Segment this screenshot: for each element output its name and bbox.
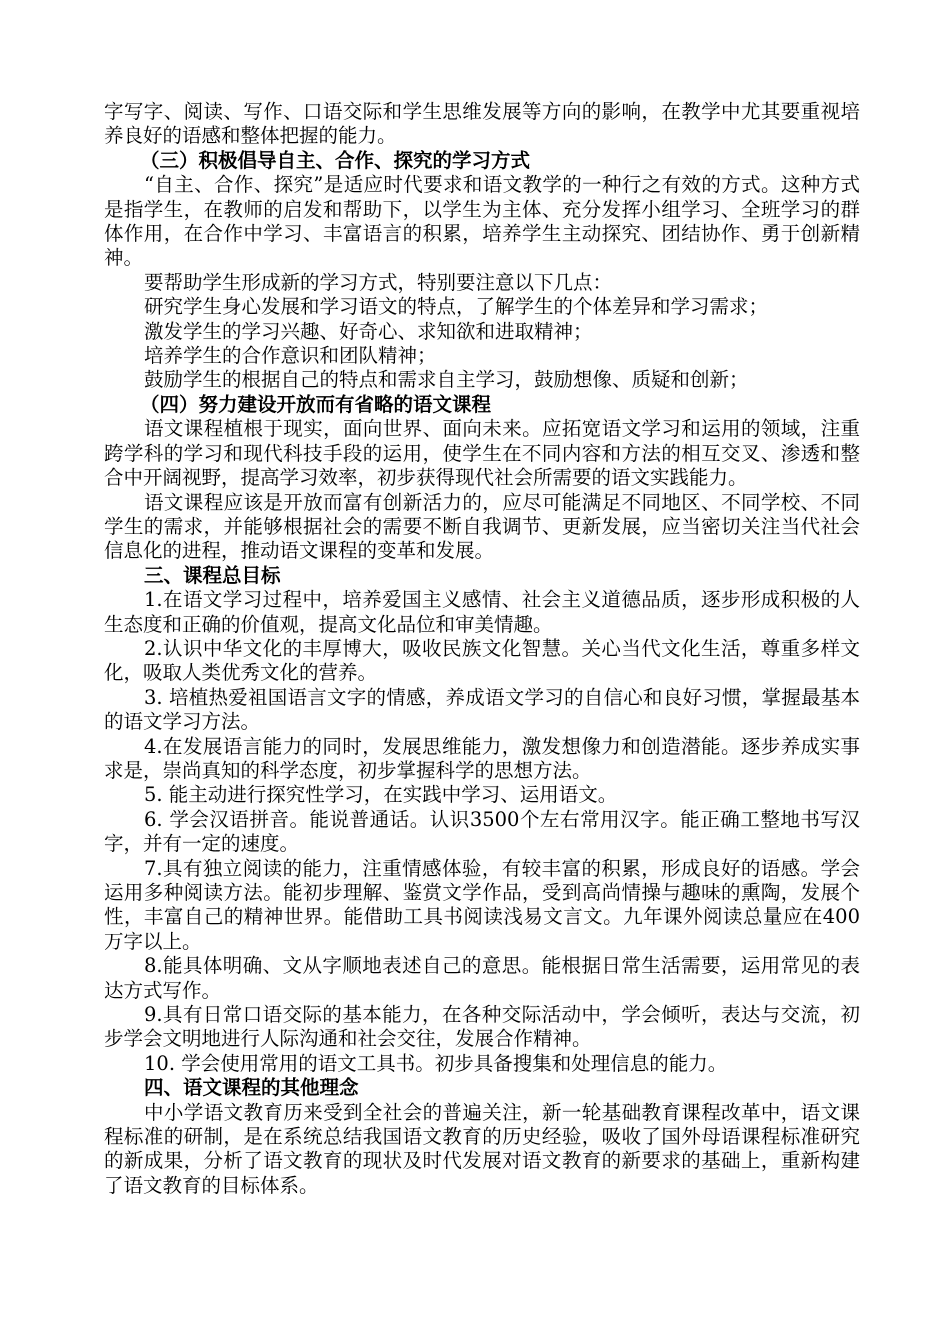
goal-item: 8.能具体明确、文从字顺地表述自己的意思。能根据日常生活需要，运用常见的表达方式写作。 — [104, 954, 860, 1002]
goal-item: 3. 培植热爱祖国语言文字的情感，养成语文学习的自信心和良好习惯，掌握最基本的语文学习方法。 — [104, 685, 860, 734]
goal-item: 5. 能主动进行探究性学习，在实践中学习、运用语文。 — [144, 783, 618, 807]
paragraph: 语文课程植根于现实，面向世界、面向未来。应拓宽语文学习和运用的领域，注重跨学科的学习和现代科技手段的运用，使学生在不同内容和方法的相互交叉、渗透和整合中开阔视野，提高学习效率，初步获得现代社会所需要的语文实践能力。 — [104, 417, 860, 490]
goal-item: 10. 学会使用常用的语文工具书。初步具备搜集和处理信息的能力。 — [144, 1051, 728, 1075]
list-item: 培养学生的合作意识和团队精神； — [144, 344, 437, 368]
goal-item: 4.在发展语言能力的同时，发展思维能力，激发想像力和创造潜能。逐步养成实事求是，崇尚真知的科学态度，初步掌握科学的思想方法。 — [104, 734, 860, 782]
section-heading: （三）积极倡导自主、合作、探究的学习方式 — [140, 148, 531, 172]
goal-item: 6. 学会汉语拼音。能说普通话。认识3500个左右常用汉字。能正确工整地书写汉字，并有一定的速度。 — [104, 807, 860, 856]
chapter-heading: 四、语文课程的其他理念 — [144, 1076, 359, 1100]
paragraph: 要帮助学生形成新的学习方式，特别要注意以下几点： — [144, 270, 613, 294]
list-item: 鼓励学生的根据自己的特点和需求自主学习，鼓励想像、质疑和创新； — [144, 368, 749, 392]
paragraph: 中小学语文教育历来受到全社会的普遍关注，新一轮基础教育课程改革中，语文课程标准的研制，是在系统总结我国语文教育的历史经验，吸收了国外母语课程标准研究的新成果，分析了语文教育的现状及时代发展对语文教育的新要求的基础上，重新构建了语文教育的目标体系。 — [104, 1100, 860, 1197]
section-heading: （四）努力建设开放而有省略的语文课程 — [140, 392, 492, 416]
list-item: 激发学生的学习兴趣、好奇心、求知欲和进取精神； — [144, 319, 593, 343]
paragraph: 语文课程应该是开放而富有创新活力的，应尽可能满足不同地区、不同学校、不同学生的需求，并能够根据社会的需要不断自我调节、更新发展，应当密切关注当代社会信息化的进程，推动语文课程的变革和发展。 — [104, 490, 860, 563]
goal-item: 1.在语文学习过程中，培养爱国主义感情、社会主义道德品质，逐步形成积极的人生态度和正确的价值观，提高文化品位和审美情趣。 — [104, 588, 860, 636]
goal-item: 7.具有独立阅读的能力，注重情感体验，有较丰富的积累，形成良好的语感。学会运用多种阅读方法。能初步理解、鉴赏文学作品，受到高尚情操与趣味的熏陶，发展个性，丰富自己的精神世界。能借助工具书阅读浅易文言文。九年课外阅读总量应在400万字以上。 — [104, 856, 860, 953]
list-item: 研究学生身心发展和学习语文的特点，了解学生的个体差异和学习需求； — [144, 295, 769, 319]
goal-item: 9.具有日常口语交际的基本能力，在各种交际活动中，学会倾听，表达与交流，初步学会文明地进行人际沟通和社会交往，发展合作精神。 — [104, 1003, 860, 1051]
document-page — [104, 100, 860, 1198]
chapter-heading: 三、课程总目标 — [144, 563, 281, 587]
goal-item: 2.认识中华文化的丰厚博大，吸收民族文化智慧。关心当代文化生活，尊重多样文化，吸取人类优秀文化的营养。 — [104, 636, 860, 685]
paragraph: “自主、合作、探究”是适应时代要求和语文教学的一种行之有效的方式。这种方式是指学生，在教师的启发和帮助下，以学生为主体、充分发挥小组学习、全班学习的群体作用，在合作中学习、丰富语言的积累，培养学生主动探究、团结协作、勇于创新精神。 — [104, 173, 860, 270]
paragraph: 字写字、阅读、写作、口语交际和学生思维发展等方向的影响，在教学中尤其要重视培养良好的语感和整体把握的能力。 — [104, 100, 860, 148]
